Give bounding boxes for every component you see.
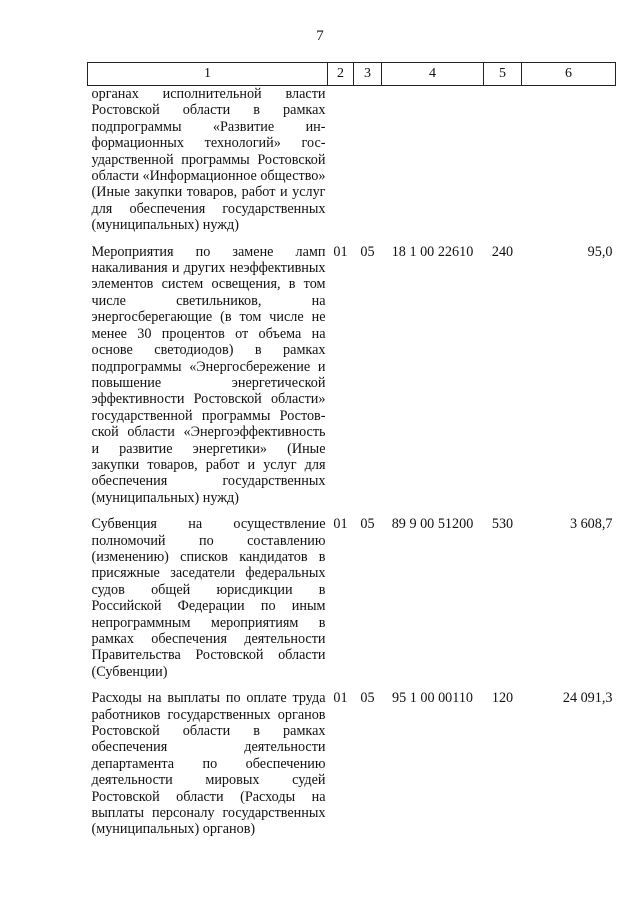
row-expense-type <box>484 86 522 234</box>
row-target-code: 89 9 00 51200 <box>391 516 474 533</box>
row-description: органах исполнительной власти Ростовской области в рамках подпрограммы «Развитие информационных технологий» государственной программы Ростовской области «Информационное общество» (Иные закупки товаров, работ и услуг для обеспечения государственных (муниципальных) нужд) <box>91 86 326 234</box>
table-header <box>88 63 616 86</box>
page-number: 7 <box>316 28 324 44</box>
row-amount: 3 608,7 <box>569 516 613 533</box>
row-target-code: 18 1 00 22610 <box>391 243 474 260</box>
row-subsection: 05 <box>360 690 375 707</box>
row-subsection <box>354 86 382 234</box>
row-expense-type: 530 <box>491 516 514 533</box>
column-header: 4 <box>382 63 484 86</box>
row-amount <box>522 86 616 234</box>
row-description: Субвенция на осуществление полномочий по составлению (изменению) списков кандидатов в присяжные заседатели федеральных судов общей юрисдикции в Российской Федерации по иным непрограммным мероприятиям в рамках обеспечения деятельности Правительства Ростовской области (Субвенции) <box>91 516 326 680</box>
row-amount: 95,0 <box>587 243 613 260</box>
row-section <box>328 86 354 234</box>
row-description: Расходы на выплаты по оплате труда работников государственных органов Ростовской области в рамках обеспечения деятельности департамента по обеспечению деятельности мировых судей Ростовской области (Расходы на выплаты персоналу государственных (муниципальных) органов) <box>91 690 326 838</box>
row-expense-type: 120 <box>491 690 514 707</box>
column-header: 6 <box>522 63 616 86</box>
row-section: 01 <box>333 516 348 533</box>
row-expense-type: 240 <box>491 243 514 260</box>
row-section: 01 <box>333 690 348 707</box>
table-row <box>88 506 616 680</box>
row-amount: 24 091,3 <box>562 690 613 707</box>
column-header: 5 <box>484 63 522 86</box>
row-target-code <box>382 86 484 234</box>
table-row <box>88 680 616 838</box>
table-row <box>88 86 616 234</box>
row-description: Мероприятия по замене ламп накаливания и других неэффективных элементов систем освещения, в том числе светильников, на энергосберегающие (в том числе не менее 30 процентов от объема на основе светодиодов) в рамках подпрограммы «Энергосбережение и повышение энергетической эффективности Ростовской области» государственной программы Ростовской области «Энергоэффективность и развитие энергетики» (Иные закупки товаров, работ и услуг для обеспечения государственных (муниципальных) нужд) <box>91 243 326 506</box>
budget-table <box>87 62 616 838</box>
table-row <box>88 234 616 507</box>
row-target-code: 95 1 00 00110 <box>391 690 474 707</box>
row-section: 01 <box>333 243 348 260</box>
column-header: 3 <box>354 63 382 86</box>
column-header: 2 <box>328 63 354 86</box>
row-subsection: 05 <box>360 243 375 260</box>
row-subsection: 05 <box>360 516 375 533</box>
column-header: 1 <box>88 63 328 86</box>
